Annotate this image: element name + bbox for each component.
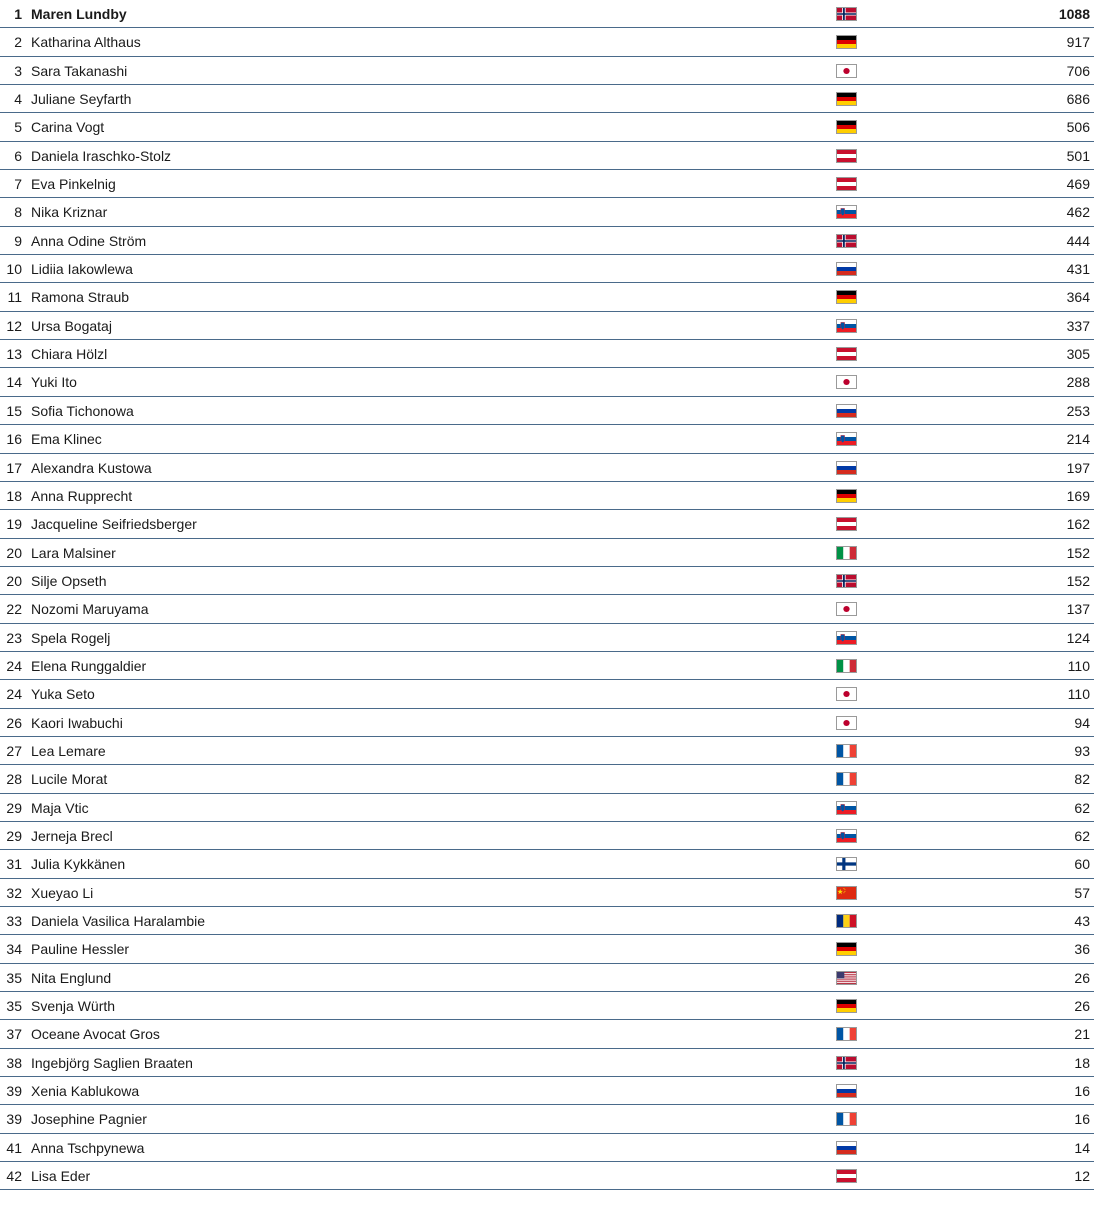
athlete-name: Julia Kykkänen — [31, 856, 126, 873]
rank-cell: 15 — [6, 402, 22, 419]
points-cell: 43 — [1074, 913, 1090, 929]
rank-cell: 19 — [6, 516, 22, 533]
athlete-name: Lisa Eder — [31, 1168, 91, 1185]
norway-flag-icon — [836, 234, 857, 248]
china-flag-icon — [836, 886, 857, 900]
standings-row — [0, 879, 1094, 907]
standings-row — [0, 482, 1094, 510]
points-cell: 197 — [1066, 459, 1090, 476]
points-cell: 506 — [1066, 119, 1090, 136]
points-cell: 18 — [1074, 1054, 1090, 1071]
rank-cell: 34 — [6, 941, 22, 958]
athlete-name: Daniela Vasilica Haralambie — [31, 913, 206, 929]
standings-row — [0, 142, 1094, 170]
austria-flag-icon — [836, 177, 857, 191]
standings-row — [0, 85, 1094, 113]
standings-row — [0, 454, 1094, 482]
romania-flag-icon — [836, 914, 857, 928]
standings-row — [0, 737, 1094, 765]
rank-cell: 32 — [6, 884, 22, 901]
standings-row — [0, 170, 1094, 198]
athlete-name: Anna Odine Ström — [31, 232, 147, 249]
japan-flag-icon — [836, 716, 857, 730]
rank-cell: 27 — [6, 742, 22, 759]
athlete-name: Jerneja Brecl — [31, 827, 113, 844]
standings-row — [0, 850, 1094, 878]
slovenia-flag-icon — [836, 829, 857, 843]
athlete-name: Elena Runggaldier — [31, 657, 147, 674]
france-flag-icon — [836, 744, 857, 758]
points-cell: 26 — [1074, 998, 1090, 1015]
norway-flag-icon — [836, 574, 857, 588]
rank-cell: 6 — [14, 147, 22, 164]
standings-row — [0, 652, 1094, 680]
athlete-name: Ema Klinec — [31, 431, 102, 448]
rank-cell: 8 — [14, 204, 22, 221]
athlete-name: Oceane Avocat Gros — [31, 1026, 160, 1043]
standings-row — [0, 794, 1094, 822]
athlete-name: Daniela Iraschko-Stolz — [31, 147, 172, 164]
points-cell: 60 — [1074, 856, 1090, 873]
points-cell: 1088 — [1058, 6, 1090, 22]
points-cell: 686 — [1066, 91, 1090, 108]
rank-cell: 20 — [6, 572, 22, 589]
finland-flag-icon — [836, 857, 857, 871]
athlete-name: Maren Lundby — [31, 6, 127, 22]
points-cell: 501 — [1066, 147, 1090, 164]
athlete-name: Lara Malsiner — [31, 544, 116, 561]
points-cell: 26 — [1074, 969, 1090, 986]
points-cell: 364 — [1066, 289, 1090, 306]
athlete-name: Anna Rupprecht — [31, 487, 133, 504]
athlete-name: Alexandra Kustowa — [31, 459, 152, 476]
points-cell: 16 — [1074, 1111, 1090, 1128]
rank-cell: 31 — [6, 856, 22, 873]
athlete-name: Spela Rogelj — [31, 629, 111, 646]
standings-row — [0, 907, 1094, 935]
slovenia-flag-icon — [836, 319, 857, 333]
athlete-name: Yuka Seto — [31, 686, 95, 703]
standings-row — [0, 539, 1094, 567]
athlete-name: Eva Pinkelnig — [31, 176, 116, 193]
standings-row — [0, 283, 1094, 311]
rank-cell: 39 — [6, 1083, 22, 1100]
athlete-name: Lucile Morat — [31, 771, 108, 788]
rank-cell: 22 — [6, 601, 22, 618]
slovenia-flag-icon — [836, 631, 857, 645]
slovenia-flag-icon — [836, 205, 857, 219]
points-cell: 93 — [1074, 742, 1090, 759]
rank-cell: 12 — [6, 317, 22, 334]
athlete-name: Nika Kriznar — [31, 204, 108, 221]
russia-flag-icon — [836, 1084, 857, 1098]
points-cell: 124 — [1066, 629, 1090, 646]
athlete-name: Xueyao Li — [31, 884, 94, 901]
germany-flag-icon — [836, 290, 857, 304]
standings-row — [0, 1134, 1094, 1162]
athlete-name: Carina Vogt — [31, 119, 105, 136]
standings-row — [0, 510, 1094, 538]
points-cell: 305 — [1066, 346, 1090, 363]
rank-cell: 16 — [6, 431, 22, 448]
points-cell: 16 — [1074, 1083, 1090, 1100]
standings-row — [0, 1105, 1094, 1133]
standings-row — [0, 992, 1094, 1020]
standings-row — [0, 680, 1094, 708]
rank-cell: 9 — [14, 232, 22, 249]
germany-flag-icon — [836, 999, 857, 1013]
athlete-name: Sara Takanashi — [31, 62, 128, 79]
france-flag-icon — [836, 772, 857, 786]
slovenia-flag-icon — [836, 801, 857, 815]
japan-flag-icon — [836, 687, 857, 701]
athlete-name: Josephine Pagnier — [31, 1111, 147, 1128]
rank-cell: 5 — [14, 119, 22, 136]
rank-cell: 39 — [6, 1111, 22, 1128]
athlete-name: Ingebjörg Saglien Braaten — [31, 1054, 193, 1071]
athlete-name: Katharina Althaus — [31, 34, 141, 51]
standings-row — [0, 368, 1094, 396]
points-cell: 137 — [1066, 601, 1090, 618]
standings-row — [0, 765, 1094, 793]
france-flag-icon — [836, 1112, 857, 1126]
points-cell: 169 — [1066, 487, 1090, 504]
points-cell: 162 — [1066, 516, 1090, 533]
standings-row — [0, 1077, 1094, 1105]
rank-cell: 24 — [6, 657, 22, 674]
rank-cell: 37 — [6, 1026, 22, 1043]
germany-flag-icon — [836, 120, 857, 134]
standings-row — [0, 57, 1094, 85]
athlete-name: Ramona Straub — [31, 289, 130, 306]
rank-cell: 28 — [6, 771, 22, 788]
rank-cell: 29 — [6, 799, 22, 816]
points-cell: 62 — [1074, 799, 1090, 816]
points-cell: 94 — [1074, 714, 1090, 731]
points-cell: 288 — [1066, 374, 1090, 391]
athlete-name: Nozomi Maruyama — [31, 601, 149, 618]
italy-flag-icon — [836, 659, 857, 673]
rank-cell: 10 — [6, 261, 22, 278]
athlete-name: Juliane Seyfarth — [31, 91, 132, 108]
germany-flag-icon — [836, 92, 857, 106]
rank-cell: 18 — [6, 487, 22, 504]
rank-cell: 29 — [6, 827, 22, 844]
rank-cell: 23 — [6, 629, 22, 646]
france-flag-icon — [836, 1027, 857, 1041]
rank-cell: 35 — [6, 998, 22, 1015]
germany-flag-icon — [836, 35, 857, 49]
athlete-name: Ursa Bogataj — [31, 317, 112, 334]
athlete-name: Svenja Würth — [31, 998, 116, 1015]
russia-flag-icon — [836, 262, 857, 276]
germany-flag-icon — [836, 489, 857, 503]
athlete-name: Maja Vtic — [31, 799, 89, 816]
points-cell: 253 — [1066, 402, 1090, 419]
standings-row — [0, 567, 1094, 595]
standings-row — [0, 312, 1094, 340]
standings-row — [0, 624, 1094, 652]
rank-cell: 33 — [6, 913, 22, 929]
athlete-name: Kaori Iwabuchi — [31, 714, 123, 731]
rank-cell: 11 — [7, 289, 22, 306]
standings-row — [0, 1020, 1094, 1048]
rank-cell: 26 — [6, 714, 22, 731]
standings-row — [0, 198, 1094, 226]
austria-flag-icon — [836, 347, 857, 361]
points-cell: 36 — [1074, 941, 1090, 958]
standings-row — [0, 709, 1094, 737]
standings-row — [0, 822, 1094, 850]
points-cell: 462 — [1066, 204, 1090, 221]
athlete-name: Chiara Hölzl — [31, 346, 108, 363]
rank-cell: 17 — [6, 459, 22, 476]
slovenia-flag-icon — [836, 432, 857, 446]
rank-cell: 3 — [14, 62, 22, 79]
athlete-name: Lea Lemare — [31, 742, 106, 759]
russia-flag-icon — [836, 404, 857, 418]
rank-cell: 38 — [6, 1054, 22, 1071]
points-cell: 337 — [1066, 317, 1090, 334]
rank-cell: 2 — [14, 34, 22, 51]
rank-cell: 4 — [14, 91, 22, 108]
standings-row — [0, 595, 1094, 623]
athlete-name: Yuki Ito — [31, 374, 77, 391]
standings-row — [0, 964, 1094, 992]
points-cell: 62 — [1074, 827, 1090, 844]
norway-flag-icon — [836, 1056, 857, 1070]
standings-row — [0, 0, 1094, 28]
standings-row — [0, 1162, 1094, 1190]
japan-flag-icon — [836, 64, 857, 78]
usa-flag-icon — [836, 971, 857, 985]
standings-row — [0, 935, 1094, 963]
rank-cell: 35 — [6, 969, 22, 986]
italy-flag-icon — [836, 546, 857, 560]
athlete-name: Jacqueline Seifriedsberger — [31, 516, 197, 533]
austria-flag-icon — [836, 517, 857, 531]
japan-flag-icon — [836, 375, 857, 389]
points-cell: 706 — [1066, 62, 1090, 79]
standings-row — [0, 1049, 1094, 1077]
points-cell: 152 — [1066, 544, 1090, 561]
standings-row — [0, 425, 1094, 453]
norway-flag-icon — [836, 7, 857, 21]
athlete-name: Nita Englund — [31, 969, 112, 986]
points-cell: 917 — [1066, 34, 1090, 51]
points-cell: 12 — [1074, 1168, 1090, 1185]
athlete-name: Anna Tschpynewa — [31, 1139, 145, 1156]
rank-cell: 41 — [6, 1139, 22, 1156]
points-cell: 469 — [1066, 176, 1090, 193]
standings-row — [0, 255, 1094, 283]
points-cell: 110 — [1067, 686, 1090, 703]
points-cell: 57 — [1074, 884, 1090, 901]
rank-cell: 1 — [14, 6, 22, 22]
athlete-name: Silje Opseth — [31, 572, 107, 589]
points-cell: 152 — [1066, 572, 1090, 589]
germany-flag-icon — [836, 942, 857, 956]
austria-flag-icon — [836, 1169, 857, 1183]
points-cell: 82 — [1074, 771, 1090, 788]
standings-row — [0, 113, 1094, 141]
athlete-name: Xenia Kablukowa — [31, 1083, 140, 1100]
rank-cell: 24 — [6, 686, 22, 703]
points-cell: 214 — [1066, 431, 1090, 448]
rank-cell: 20 — [6, 544, 22, 561]
athlete-name: Lidiia Iakowlewa — [31, 261, 133, 278]
austria-flag-icon — [836, 149, 857, 163]
japan-flag-icon — [836, 602, 857, 616]
rank-cell: 42 — [6, 1168, 22, 1185]
standings-row — [0, 340, 1094, 368]
points-cell: 21 — [1074, 1026, 1090, 1043]
russia-flag-icon — [836, 1141, 857, 1155]
rank-cell: 13 — [6, 346, 22, 363]
rank-cell: 7 — [14, 176, 22, 193]
points-cell: 444 — [1066, 232, 1090, 249]
russia-flag-icon — [836, 461, 857, 475]
athlete-name: Sofia Tichonowa — [31, 402, 134, 419]
standings-row — [0, 397, 1094, 425]
points-cell: 14 — [1074, 1139, 1090, 1156]
rank-cell: 14 — [6, 374, 22, 391]
points-cell: 431 — [1066, 261, 1090, 278]
athlete-name: Pauline Hessler — [31, 941, 130, 958]
standings-row — [0, 227, 1094, 255]
standings-row — [0, 28, 1094, 56]
points-cell: 110 — [1067, 657, 1090, 674]
